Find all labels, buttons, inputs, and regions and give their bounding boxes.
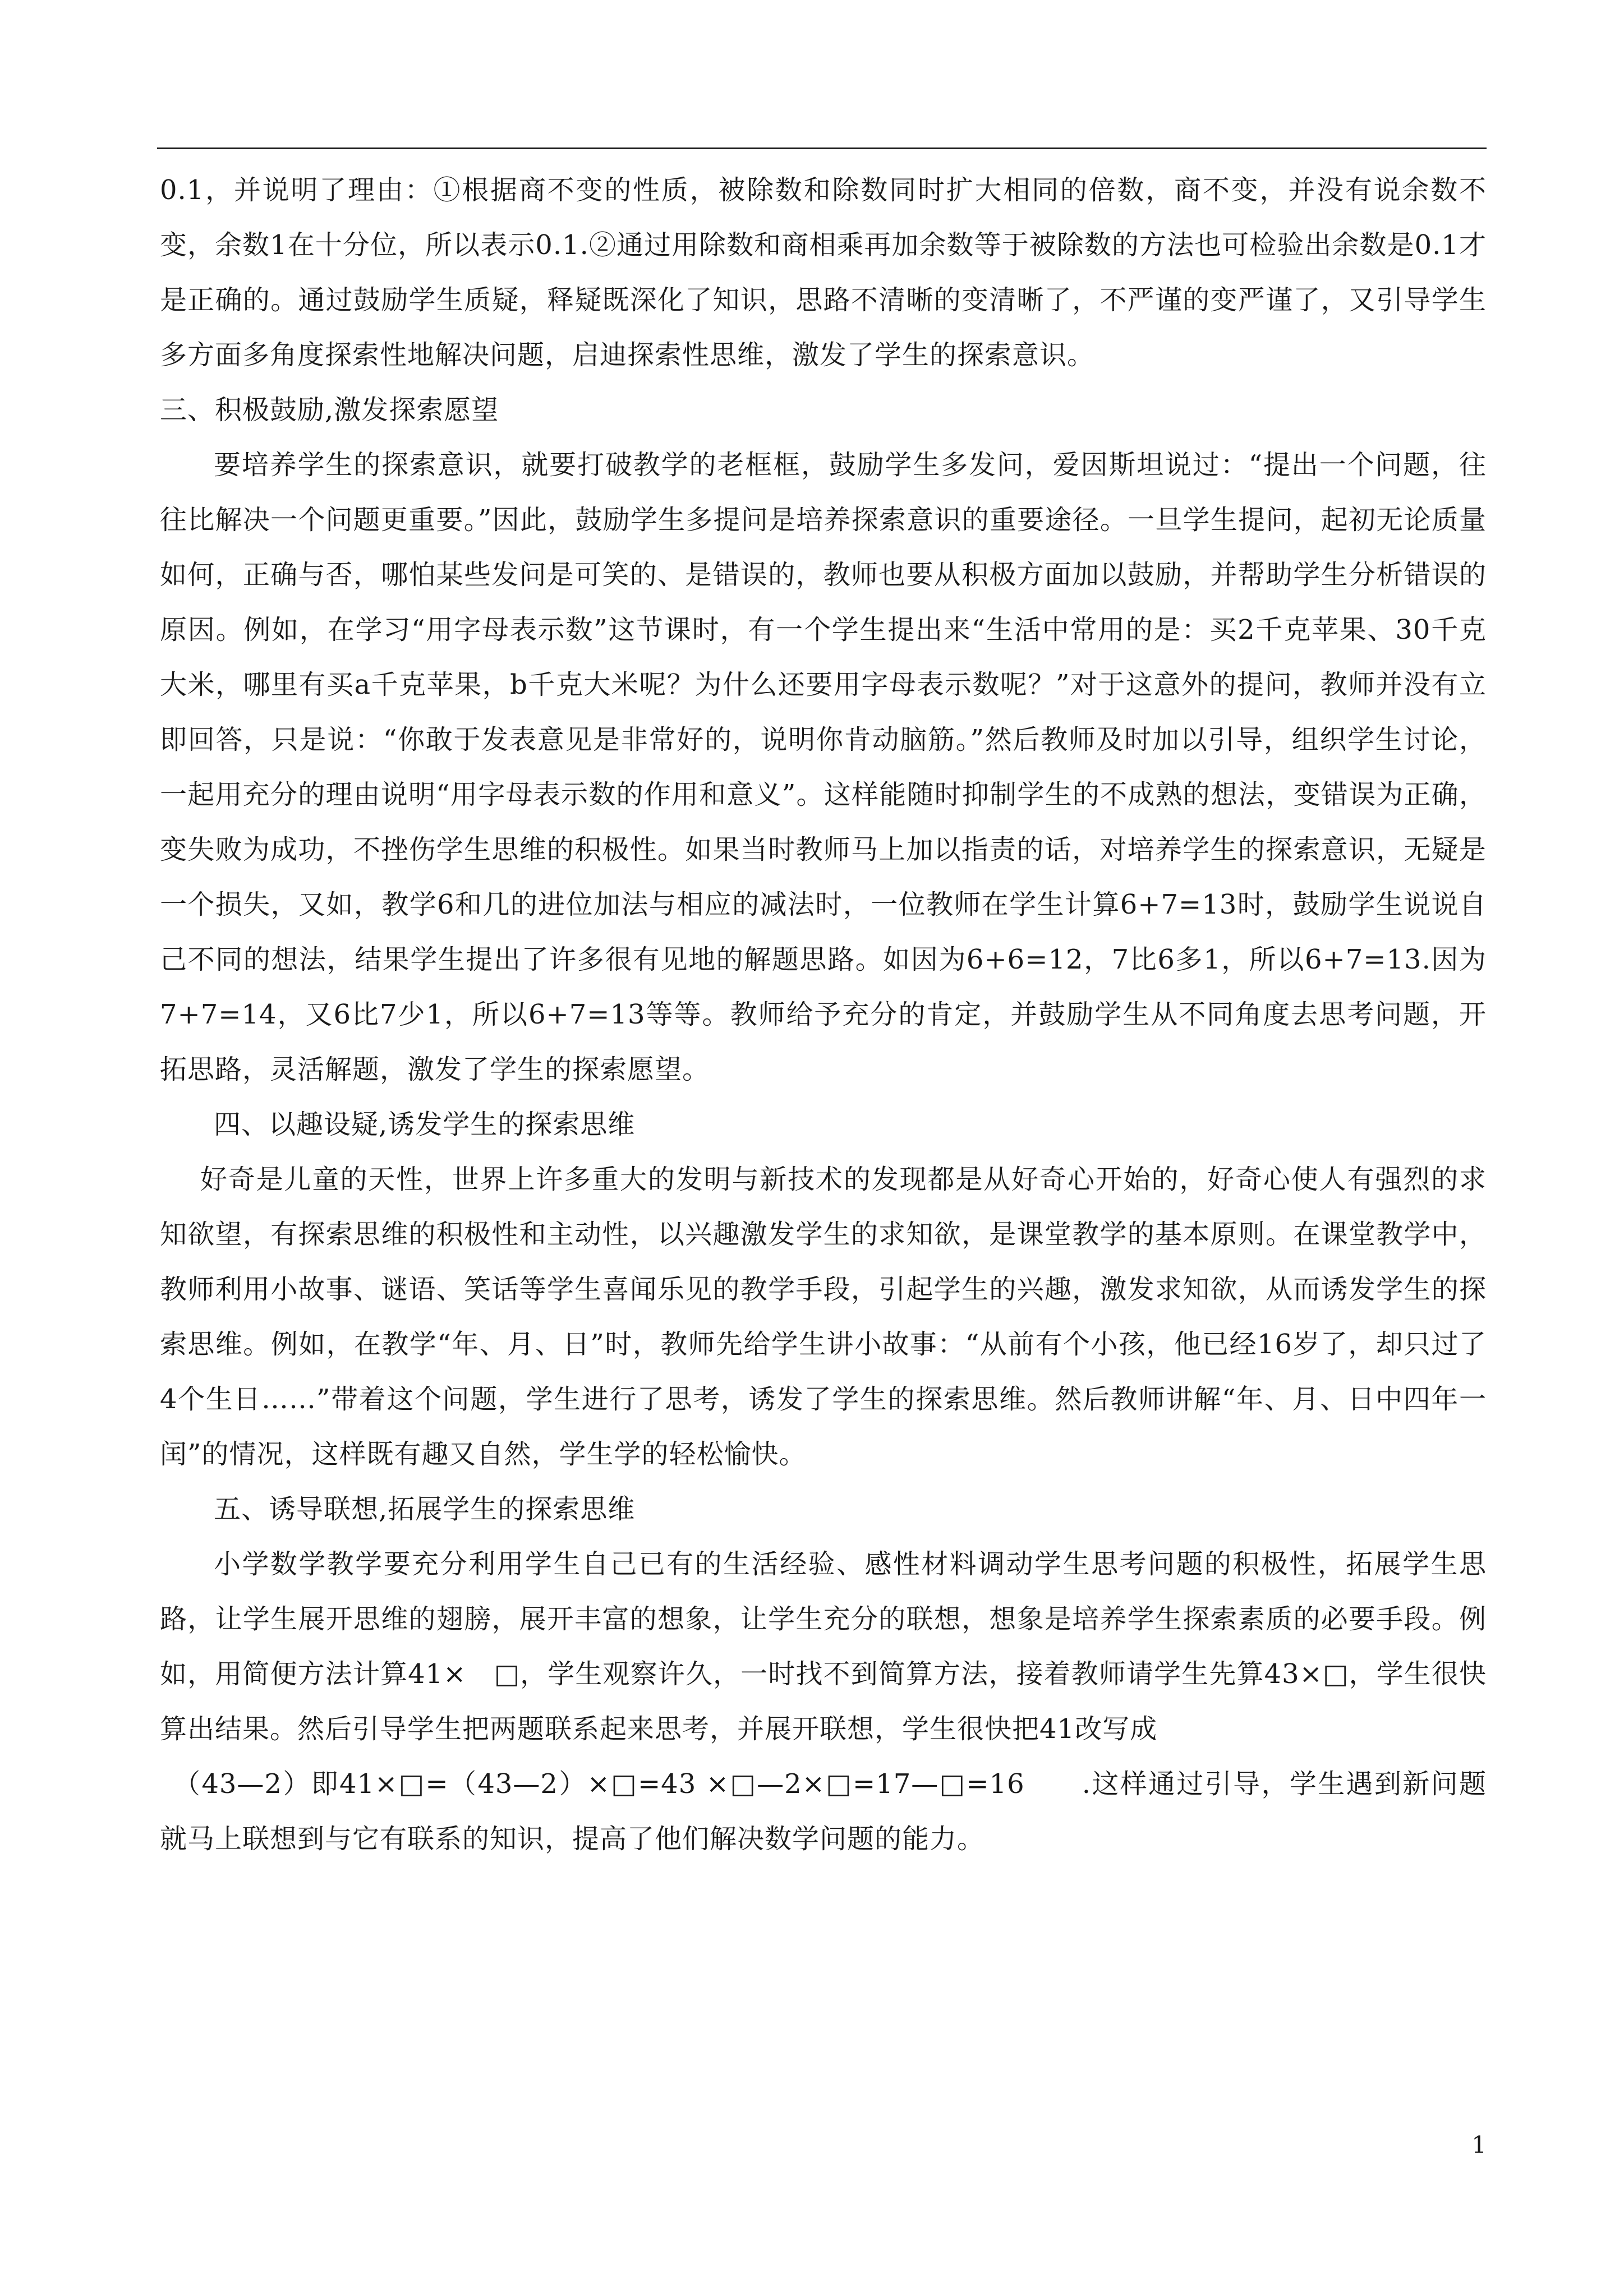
header-rule	[157, 147, 1487, 149]
page-number: 1	[1471, 2131, 1487, 2159]
paragraph-section-5-continued: （43—2）即41×□=（43—2）×□=43 ×□—2×□=17—□=16 .这样通过引导，学生遇到新问题就马上联想到与它有联系的知识，提高了他们解决数学问题的能力。	[160, 1768, 1487, 1855]
section-heading-5: 五、诱导联想,拓展学生的探索思维	[214, 1493, 636, 1525]
section-heading-4: 四、以趣设疑,诱发学生的探索思维	[214, 1109, 636, 1140]
paragraph-section-4: 好奇是儿童的天性，世界上许多重大的发明与新技术的发现都是从好奇心开始的，好奇心使人有强烈的求知欲望，有探索思维的积极性和主动性，以兴趣激发学生的求知欲，是课堂教学的基本原则。在课堂教学中，教师利用小故事、谜语、笑话等学生喜闻乐见的教学手段，引起学生的兴趣，激发求知欲，从而诱发学生的探索思维。例如，在教学“年、月、日”时，教师先给学生讲小故事：“从前有个小孩，他已经16岁了，却只过了4个生日……”带着这个问题，学生进行了思考，诱发了学生的探索思维。然后教师讲解“年、月、日中四年一闰”的情况，这样既有趣又自然，学生学的轻松愉快。	[160, 1164, 1487, 1470]
paragraph-section-3: 要培养学生的探索意识，就要打破教学的老框框，鼓励学生多发问，爱因斯坦说过：“提出一个问题，往往比解决一个问题更重要。”因此，鼓励学生多提问是培养探索意识的重要途径。一旦学生提问，起初无论质量如何，正确与否，哪怕某些发问是可笑的、是错误的，教师也要从积极方面加以鼓励，并帮助学生分析错误的原因。例如，在学习“用字母表示数”这节课时，有一个学生提出来“生活中常用的是：买2千克苹果、30千克大米，哪里有买a千克苹果，b千克大米呢？为什么还要用字母表示数呢？”对于这意外的提问，教师并没有立即回答，只是说：“你敢于发表意见是非常好的，说明你肯动脑筋。”然后教师及时加以引导，组织学生讨论，一起用充分的理由说明“用字母表示数的作用和意义”。这样能随时抑制学生的不成熟的想法，变错误为正确，变失败为成功，不挫伤学生思维的积极性。如果当时教师马上加以指责的话，对培养学生的探索意识，无疑是一个损失，又如，教学6和几的进位加法与相应的减法时，一位教师在学生计算6+7=13时，鼓励学生说说自己不同的想法，结果学生提出了许多很有见地的解题思路。如因为6+6=12，7比6多1，所以6+7=13.因为7+7=14，又6比7少1，所以6+7=13等等。教师给予充分的肯定，并鼓励学生从不同角度去思考问题，开拓思路，灵活解题，激发了学生的探索愿望。	[160, 449, 1487, 1085]
document-body	[160, 163, 1487, 1866]
paragraph-continuation: 0.1，并说明了理由：①根据商不变的性质，被除数和除数同时扩大相同的倍数，商不变，并没有说余数不变，余数1在十分位，所以表示0.1.②通过用除数和商相乘再加余数等于被除数的方法也可检验出余数是0.1才是正确的。通过鼓励学生质疑，释疑既深化了知识，思路不清晰的变清晰了，不严谨的变严谨了，又引导学生多方面多角度探索性地解决问题，启迪探索性思维，激发了学生的探索意识。	[160, 174, 1487, 371]
section-heading-3: 三、积极鼓励,激发探索愿望	[160, 394, 499, 426]
paragraph-section-5: 小学数学教学要充分利用学生自己已有的生活经验、感性材料调动学生思考问题的积极性，拓展学生思路，让学生展开思维的翅膀，展开丰富的想象，让学生充分的联想，想象是培养学生探索素质的必要手段。例如，用简便方法计算41× □，学生观察许久，一时找不到简算方法，接着教师请学生先算43×□，学生很快算出结果。然后引导学生把两题联系起来思考，并展开联想，学生很快把41改写成	[160, 1548, 1487, 1745]
